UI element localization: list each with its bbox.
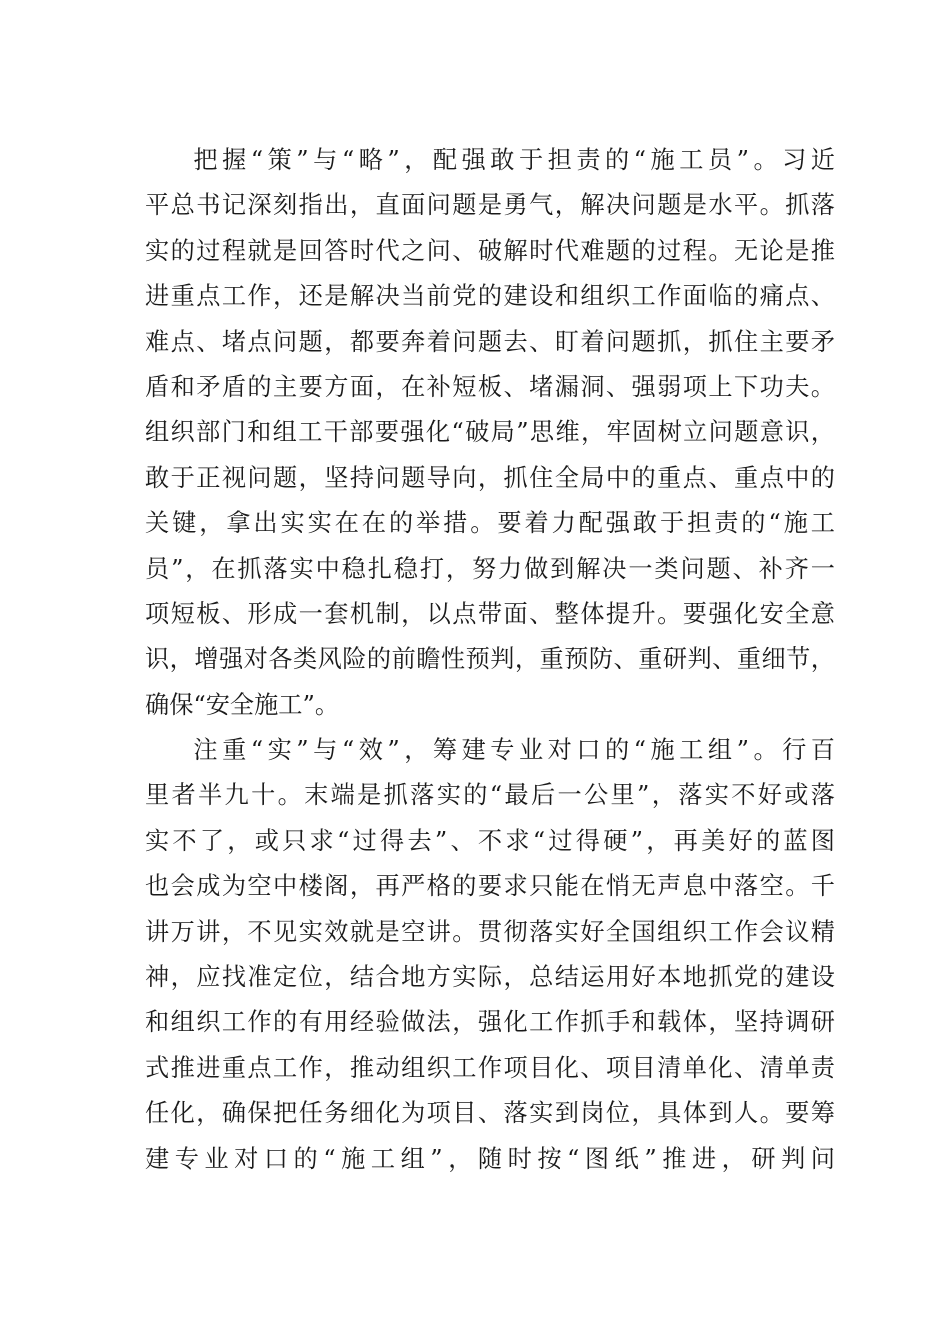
paragraph-1 <box>145 138 835 728</box>
paragraph-line: 式推进重点工作，推动组织工作项目化、项目清单化、清单责 <box>145 1053 835 1082</box>
paragraph-line: 组织部门和组工干部要强化“破局”思维，牢固树立问题意识， <box>145 418 835 447</box>
paragraph-line: 里者半九十。末端是抓落实的“最后一公里”，落实不好或落 <box>145 781 835 810</box>
paragraph-line: 讲万讲，不见实效就是空讲。贯彻落实好全国组织工作会议精 <box>145 917 835 946</box>
paragraph-line: 敢于正视问题，坚持问题导向，抓住全局中的重点、重点中的 <box>145 463 835 492</box>
paragraph-line: 进重点工作，还是解决当前党的建设和组织工作面临的痛点、 <box>145 282 835 311</box>
paragraph-line: 关键，拿出实实在在的举措。要着力配强敢于担责的“施工 <box>145 509 835 538</box>
paragraph-line: 注重“实”与“效”，筹建专业对口的“施工组”。行百 <box>193 736 835 765</box>
paragraph-line: 确保“安全施工”。 <box>145 690 340 719</box>
document-body <box>145 138 835 1182</box>
paragraph-line: 实的过程就是回答时代之问、破解时代难题的过程。无论是推 <box>145 236 835 265</box>
paragraph-line: 难点、堵点问题，都要奔着问题去、盯着问题抓，抓住主要矛 <box>145 327 835 356</box>
paragraph-line: 平总书记深刻指出，直面问题是勇气，解决问题是水平。抓落 <box>145 191 835 220</box>
paragraph-line: 实不了，或只求“过得去”、不求“过得硬”，再美好的蓝图 <box>145 826 835 855</box>
paragraph-line: 识，增强对各类风险的前瞻性预判，重预防、重研判、重细节， <box>145 645 835 674</box>
paragraph-line: 员”，在抓落实中稳扎稳打，努力做到解决一类问题、补齐一 <box>145 554 835 583</box>
paragraph-line: 神，应找准定位，结合地方实际，总结运用好本地抓党的建设 <box>145 963 835 992</box>
paragraph-line: 建专业对口的“施工组”，随时按“图纸”推进，研判问 <box>145 1144 835 1173</box>
paragraph-line: 也会成为空中楼阁，再严格的要求只能在悄无声息中落空。千 <box>145 872 835 901</box>
paragraph-line: 任化，确保把任务细化为项目、落实到岗位，具体到人。要筹 <box>145 1099 835 1128</box>
paragraph-line: 把握“策”与“略”，配强敢于担责的“施工员”。习近 <box>193 146 835 174</box>
paragraph-line: 项短板、形成一套机制，以点带面、整体提升。要强化安全意 <box>145 599 835 628</box>
paragraph-line: 和组织工作的有用经验做法，强化工作抓手和载体，坚持调研 <box>145 1008 835 1037</box>
paragraph-2 <box>145 728 835 1182</box>
paragraph-line: 盾和矛盾的主要方面，在补短板、堵漏洞、强弱项上下功夫。 <box>145 372 835 401</box>
